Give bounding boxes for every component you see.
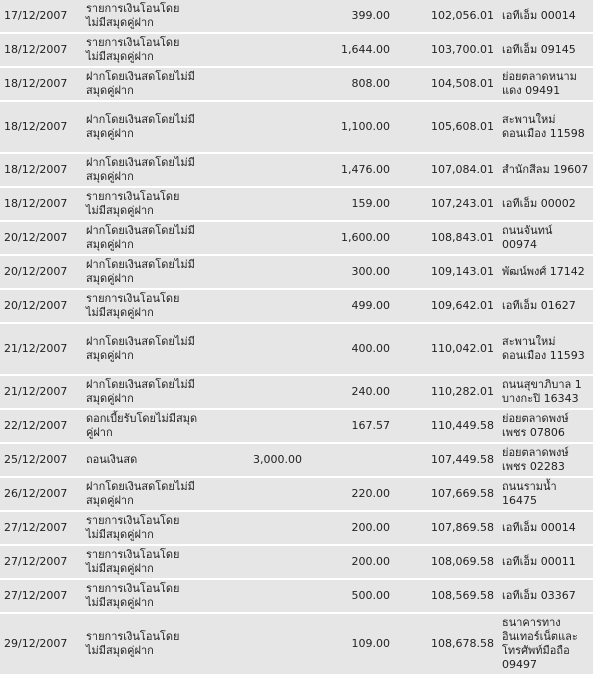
- row-description-text: ฝากโดยเงินสดโดยไม่มีสมุดคู่ฝาก: [86, 156, 195, 183]
- row-description-text: รายการเงินโอนโดยไม่มีสมุดคู่ฝาก: [86, 630, 180, 657]
- row-date: [0, 410, 82, 444]
- row-balance: [394, 34, 498, 68]
- row-deposit-text: 167.57: [351, 419, 390, 432]
- row-date-text: 22/12/2007: [4, 419, 68, 432]
- row-balance-text: 107,869.58: [431, 521, 494, 534]
- row-date: [0, 68, 82, 102]
- row-balance-text: 109,642.01: [431, 299, 494, 312]
- row-date: [0, 546, 82, 580]
- row-description: [82, 154, 232, 188]
- row-channel: [498, 256, 593, 290]
- row-date: [0, 512, 82, 546]
- table-row: [0, 444, 593, 478]
- row-deposit-text: 300.00: [351, 265, 390, 278]
- row-date: [0, 154, 82, 188]
- row-deposit-text: 399.00: [351, 9, 390, 22]
- row-description-text: ฝากโดยเงินสดโดยไม่มีสมุดคู่ฝาก: [86, 113, 195, 140]
- row-channel-text: ถนนสุขาภิบาล 1 บางกะปิ 16343: [502, 378, 582, 405]
- row-date: [0, 34, 82, 68]
- row-deposit-text: 1,600.00: [341, 231, 390, 244]
- row-channel-text: เอทีเอ็ม 00011: [502, 555, 576, 568]
- row-balance: [394, 102, 498, 154]
- row-deposit: [306, 512, 394, 546]
- row-withdrawal: [232, 290, 306, 324]
- row-description: [82, 34, 232, 68]
- row-date: [0, 256, 82, 290]
- row-withdrawal: [232, 614, 306, 676]
- row-channel-text: เอทีเอ็ม 01627: [502, 299, 576, 312]
- row-description-text: ถอนเงินสด: [86, 453, 138, 466]
- row-description-text: ฝากโดยเงินสดโดยไม่มีสมุดคู่ฝาก: [86, 224, 195, 251]
- row-channel: [498, 154, 593, 188]
- row-description-text: ฝากโดยเงินสดโดยไม่มีสมุดคู่ฝาก: [86, 70, 195, 97]
- table-row: [0, 580, 593, 614]
- row-channel: [498, 68, 593, 102]
- table-row: [0, 68, 593, 102]
- row-balance: [394, 478, 498, 512]
- row-date-text: 20/12/2007: [4, 299, 68, 312]
- row-balance-text: 110,282.01: [431, 385, 494, 398]
- row-balance: [394, 546, 498, 580]
- row-channel: [498, 222, 593, 256]
- row-balance-text: 108,569.58: [431, 589, 494, 602]
- row-balance-text: 107,243.01: [431, 197, 494, 210]
- row-balance: [394, 290, 498, 324]
- row-date-text: 21/12/2007: [4, 385, 68, 398]
- row-date: [0, 444, 82, 478]
- row-balance: [394, 376, 498, 410]
- row-channel: [498, 34, 593, 68]
- row-withdrawal: [232, 410, 306, 444]
- row-withdrawal-text: 3,000.00: [253, 453, 302, 466]
- row-date-text: 26/12/2007: [4, 487, 68, 500]
- row-channel: [498, 478, 593, 512]
- row-balance-text: 108,069.58: [431, 555, 494, 568]
- row-date-text: 27/12/2007: [4, 589, 68, 602]
- row-description-text: รายการเงินโอนโดยไม่มีสมุดคู่ฝาก: [86, 190, 180, 217]
- row-deposit-text: 500.00: [351, 589, 390, 602]
- row-channel: [498, 546, 593, 580]
- table-row: [0, 512, 593, 546]
- row-deposit: [306, 256, 394, 290]
- row-date-text: 18/12/2007: [4, 163, 68, 176]
- row-balance-text: 110,042.01: [431, 342, 494, 355]
- row-description-text: ฝากโดยเงินสดโดยไม่มีสมุดคู่ฝาก: [86, 378, 195, 405]
- row-deposit: [306, 34, 394, 68]
- row-channel-text: ถนนรามน้ำ 16475: [502, 480, 557, 507]
- row-withdrawal: [232, 580, 306, 614]
- table-row: [0, 188, 593, 222]
- table-row: [0, 102, 593, 154]
- row-description-text: รายการเงินโอนโดยไม่มีสมุดคู่ฝาก: [86, 2, 180, 29]
- row-date-text: 20/12/2007: [4, 231, 68, 244]
- row-date-text: 25/12/2007: [4, 453, 68, 466]
- table-row: [0, 154, 593, 188]
- row-deposit-text: 240.00: [351, 385, 390, 398]
- row-balance: [394, 444, 498, 478]
- row-balance: [394, 324, 498, 376]
- row-date-text: 17/12/2007: [4, 9, 68, 22]
- row-description-text: ดอกเบี้ยรับโดยไม่มีสมุดคู่ฝาก: [86, 412, 198, 439]
- row-deposit: [306, 0, 394, 34]
- row-balance-text: 107,084.01: [431, 163, 494, 176]
- row-date-text: 18/12/2007: [4, 197, 68, 210]
- row-channel-text: สะพานใหม่ดอนเมือง 11593: [502, 335, 585, 362]
- table-row: [0, 478, 593, 512]
- row-deposit: [306, 154, 394, 188]
- row-description: [82, 444, 232, 478]
- row-deposit: [306, 290, 394, 324]
- row-channel: [498, 512, 593, 546]
- row-withdrawal: [232, 34, 306, 68]
- row-date: [0, 290, 82, 324]
- row-channel: [498, 580, 593, 614]
- row-description: [82, 410, 232, 444]
- row-channel: [498, 102, 593, 154]
- row-deposit-text: 400.00: [351, 342, 390, 355]
- row-date: [0, 0, 82, 34]
- row-deposit-text: 1,100.00: [341, 120, 390, 133]
- row-description-text: รายการเงินโอนโดยไม่มีสมุดคู่ฝาก: [86, 548, 180, 575]
- row-deposit: [306, 410, 394, 444]
- row-channel: [498, 188, 593, 222]
- row-date-text: 27/12/2007: [4, 521, 68, 534]
- row-channel-text: ธนาคารทางอินเทอร์เน็ตและโทรศัพท์มือถือ 09497: [502, 616, 578, 671]
- row-deposit: [306, 376, 394, 410]
- row-date: [0, 188, 82, 222]
- row-withdrawal: [232, 478, 306, 512]
- row-deposit: [306, 222, 394, 256]
- table-row: [0, 0, 593, 34]
- row-withdrawal: [232, 256, 306, 290]
- row-deposit: [306, 188, 394, 222]
- row-balance: [394, 154, 498, 188]
- row-channel-text: ย่อยตลาดหนามแดง 09491: [502, 70, 577, 97]
- row-withdrawal: [232, 546, 306, 580]
- row-channel: [498, 290, 593, 324]
- row-channel-text: สะพานใหม่ดอนเมือง 11598: [502, 113, 585, 140]
- row-deposit-text: 200.00: [351, 521, 390, 534]
- row-balance: [394, 222, 498, 256]
- row-balance-text: 102,056.01: [431, 9, 494, 22]
- table-row: [0, 614, 593, 676]
- row-deposit: [306, 546, 394, 580]
- row-balance-text: 109,143.01: [431, 265, 494, 278]
- row-date: [0, 376, 82, 410]
- table-row: [0, 222, 593, 256]
- row-withdrawal: [232, 68, 306, 102]
- row-channel: [498, 444, 593, 478]
- row-date: [0, 580, 82, 614]
- row-channel: [498, 376, 593, 410]
- table-row: [0, 376, 593, 410]
- row-withdrawal: [232, 324, 306, 376]
- row-deposit-text: 200.00: [351, 555, 390, 568]
- row-balance: [394, 256, 498, 290]
- row-channel: [498, 614, 593, 676]
- row-description: [82, 188, 232, 222]
- row-withdrawal: [232, 102, 306, 154]
- row-date: [0, 102, 82, 154]
- row-balance-text: 110,449.58: [431, 419, 494, 432]
- row-deposit-text: 1,644.00: [341, 43, 390, 56]
- row-withdrawal: [232, 444, 306, 478]
- row-balance: [394, 410, 498, 444]
- row-date-text: 27/12/2007: [4, 555, 68, 568]
- row-withdrawal: [232, 188, 306, 222]
- row-balance-text: 105,608.01: [431, 120, 494, 133]
- row-description: [82, 222, 232, 256]
- row-date-text: 18/12/2007: [4, 43, 68, 56]
- row-channel-text: ย่อยตลาดพงษ์เพชร 02283: [502, 446, 569, 473]
- row-date-text: 18/12/2007: [4, 120, 68, 133]
- row-deposit-text: 159.00: [351, 197, 390, 210]
- row-date: [0, 614, 82, 676]
- table-row: [0, 324, 593, 376]
- row-description-text: ฝากโดยเงินสดโดยไม่มีสมุดคู่ฝาก: [86, 335, 195, 362]
- row-deposit: [306, 580, 394, 614]
- row-channel-text: เอทีเอ็ม 00002: [502, 197, 576, 210]
- row-balance-text: 107,449.58: [431, 453, 494, 466]
- row-channel-text: เอทีเอ็ม 03367: [502, 589, 576, 602]
- row-description-text: รายการเงินโอนโดยไม่มีสมุดคู่ฝาก: [86, 36, 180, 63]
- row-withdrawal: [232, 512, 306, 546]
- row-deposit: [306, 444, 394, 478]
- row-channel-text: เอทีเอ็ม 00014: [502, 521, 576, 534]
- row-channel-text: เอทีเอ็ม 00014: [502, 9, 576, 22]
- row-description: [82, 256, 232, 290]
- row-channel-text: เอทีเอ็ม 09145: [502, 43, 576, 56]
- row-description: [82, 580, 232, 614]
- row-balance-text: 104,508.01: [431, 77, 494, 90]
- row-deposit: [306, 478, 394, 512]
- row-description-text: ฝากโดยเงินสดโดยไม่มีสมุดคู่ฝาก: [86, 258, 195, 285]
- row-balance: [394, 512, 498, 546]
- row-balance: [394, 614, 498, 676]
- row-date-text: 18/12/2007: [4, 77, 68, 90]
- row-deposit-text: 808.00: [351, 77, 390, 90]
- row-balance: [394, 580, 498, 614]
- row-channel-text: ย่อยตลาดพงษ์เพชร 07806: [502, 412, 569, 439]
- row-date: [0, 222, 82, 256]
- row-channel-text: พัฒน์พงศ์ 17142: [502, 265, 585, 278]
- row-description: [82, 102, 232, 154]
- table-row: [0, 290, 593, 324]
- row-date-text: 29/12/2007: [4, 637, 68, 650]
- row-description: [82, 376, 232, 410]
- row-deposit-text: 220.00: [351, 487, 390, 500]
- row-description: [82, 546, 232, 580]
- row-description-text: รายการเงินโอนโดยไม่มีสมุดคู่ฝาก: [86, 582, 180, 609]
- row-description: [82, 614, 232, 676]
- row-description: [82, 478, 232, 512]
- row-deposit-text: 1,476.00: [341, 163, 390, 176]
- row-channel: [498, 410, 593, 444]
- table-row: [0, 256, 593, 290]
- row-description-text: ฝากโดยเงินสดโดยไม่มีสมุดคู่ฝาก: [86, 480, 195, 507]
- row-balance-text: 107,669.58: [431, 487, 494, 500]
- row-balance: [394, 68, 498, 102]
- row-withdrawal: [232, 0, 306, 34]
- row-date: [0, 478, 82, 512]
- row-balance-text: 108,678.58: [431, 637, 494, 650]
- row-description: [82, 68, 232, 102]
- table-row: [0, 410, 593, 444]
- row-description: [82, 290, 232, 324]
- row-description: [82, 512, 232, 546]
- row-channel: [498, 324, 593, 376]
- table-row: [0, 546, 593, 580]
- row-balance-text: 108,843.01: [431, 231, 494, 244]
- row-channel: [498, 0, 593, 34]
- row-deposit-text: 499.00: [351, 299, 390, 312]
- row-balance: [394, 188, 498, 222]
- row-deposit: [306, 614, 394, 676]
- row-deposit: [306, 324, 394, 376]
- row-withdrawal: [232, 376, 306, 410]
- row-balance-text: 103,700.01: [431, 43, 494, 56]
- row-date-text: 20/12/2007: [4, 265, 68, 278]
- row-description: [82, 324, 232, 376]
- row-balance: [394, 0, 498, 34]
- row-deposit: [306, 68, 394, 102]
- row-description-text: รายการเงินโอนโดยไม่มีสมุดคู่ฝาก: [86, 514, 180, 541]
- row-withdrawal: [232, 222, 306, 256]
- table-row: [0, 34, 593, 68]
- row-date-text: 21/12/2007: [4, 342, 68, 355]
- row-channel-text: ถนนจันทน์ 00974: [502, 224, 553, 251]
- row-channel-text: สำนักสีลม 19607: [502, 163, 589, 176]
- row-withdrawal: [232, 154, 306, 188]
- row-date: [0, 324, 82, 376]
- row-deposit-text: 109.00: [351, 637, 390, 650]
- row-description-text: รายการเงินโอนโดยไม่มีสมุดคู่ฝาก: [86, 292, 180, 319]
- row-description: [82, 0, 232, 34]
- row-deposit: [306, 102, 394, 154]
